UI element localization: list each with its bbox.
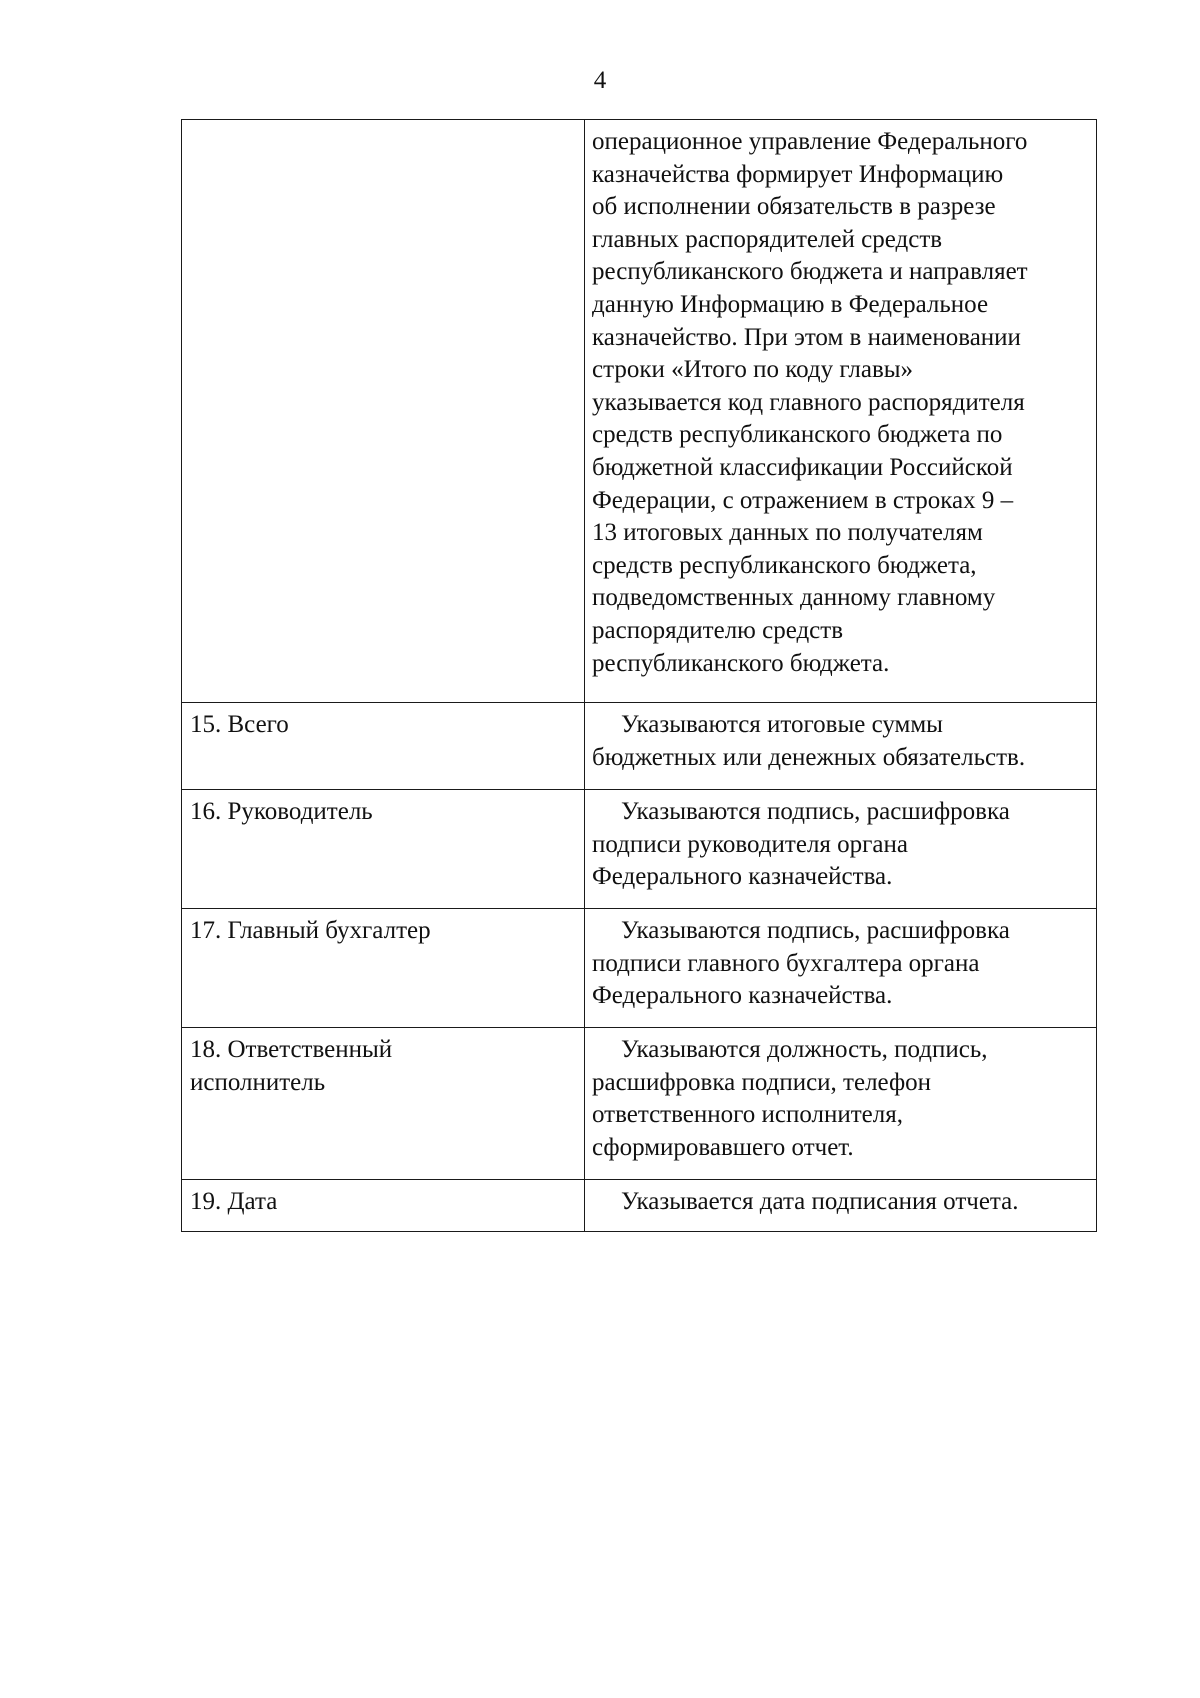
text-line: средств республиканского бюджета по — [592, 421, 1003, 449]
description-line: Федерального казначейства. — [592, 863, 893, 891]
field-label: 19. Дата — [190, 1188, 278, 1215]
instructions-table — [181, 119, 1097, 1232]
text-line: республиканского бюджета и направляет — [592, 258, 1028, 286]
text-line: республиканского бюджета. — [592, 649, 890, 677]
field-label: 18. Ответственный — [190, 1036, 393, 1063]
field-label: 17. Главный бухгалтер — [190, 917, 431, 944]
field-label: 16. Руководитель — [190, 798, 373, 825]
description-line: подписи главного бухгалтера органа — [592, 949, 980, 977]
field-cell — [182, 790, 585, 909]
description-line: Указываются подпись, расшифровка — [621, 917, 1010, 944]
text-line: бюджетной классификации Российской — [592, 453, 1013, 481]
text-line: указывается код главного распорядителя — [592, 388, 1025, 416]
text-line: операционное управление Федерального — [592, 128, 1028, 155]
field-cell — [182, 909, 585, 1028]
text-line: данную Информацию в Федеральное — [592, 290, 989, 318]
text-line: строки «Итого по коду главы» — [592, 356, 914, 384]
text-line: казначейство. При этом в наименовании — [592, 323, 1021, 351]
description-line: Указываются должность, подпись, — [621, 1036, 988, 1063]
description-cell — [585, 1028, 1097, 1180]
text-line: казначейства формирует Информацию — [592, 160, 1004, 188]
field-cell-empty — [182, 120, 585, 703]
field-cell — [182, 703, 585, 790]
page-number: 4 — [593, 67, 607, 94]
description-cell — [585, 703, 1097, 790]
text-line: средств республиканского бюджета, — [592, 551, 977, 579]
text-line: подведомственных данному главному — [592, 584, 996, 612]
field-cell — [182, 1180, 585, 1232]
table-row-head — [182, 790, 1097, 909]
text-line: 13 итоговых данных по получателям — [592, 519, 983, 547]
description-cell — [585, 909, 1097, 1028]
description-cell-continuation — [585, 120, 1097, 703]
field-label: 15. Всего — [190, 711, 289, 738]
description-line: бюджетных или денежных обязательств. — [592, 743, 1026, 771]
text-line: главных распорядителей средств — [592, 225, 943, 253]
description-line: сформировавшего отчет. — [592, 1133, 854, 1161]
table-row-responsible-executor — [182, 1028, 1097, 1180]
description-line: подписи руководителя органа — [592, 830, 908, 858]
field-cell — [182, 1028, 585, 1180]
description-line: Федерального казначейства. — [592, 982, 893, 1010]
description-line: расшифровка подписи, телефон — [592, 1068, 932, 1096]
text-line: распорядителю средств — [592, 616, 844, 644]
description-line: Указывается дата подписания отчета. — [621, 1188, 1019, 1215]
text-line: об исполнении обязательств в разрезе — [592, 193, 996, 221]
table-row-chief-accountant — [182, 909, 1097, 1028]
description-cell — [585, 790, 1097, 909]
description-line: Указываются подпись, расшифровка — [621, 798, 1010, 825]
text-line: Федерации, с отражением в строках 9 – — [592, 486, 1014, 514]
description-cell — [585, 1180, 1097, 1232]
description-line: Указываются итоговые суммы — [621, 711, 943, 738]
field-label: исполнитель — [190, 1068, 326, 1096]
table-row-continuation — [182, 120, 1097, 703]
table-row-total — [182, 703, 1097, 790]
table-row-date — [182, 1180, 1097, 1232]
description-line: ответственного исполнителя, — [592, 1101, 903, 1129]
